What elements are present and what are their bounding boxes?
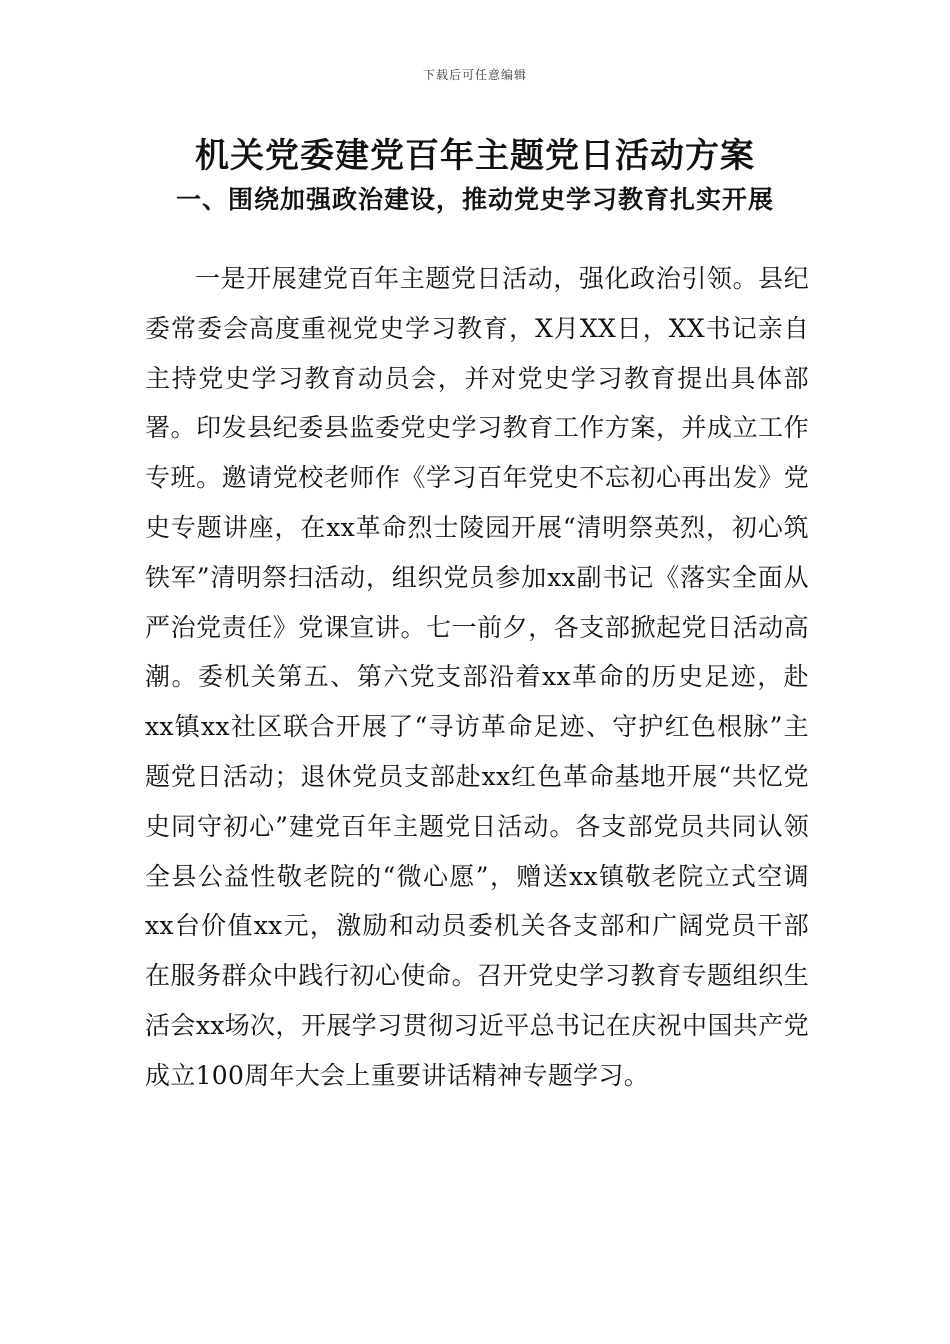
section-heading: 一、围绕加强政治建设，推动党史学习教育扎实开展 — [175, 185, 774, 214]
document-title: 机关党委建党百年主题党日活动方案 — [195, 136, 755, 176]
header-note: 下载后可任意编辑 — [422, 68, 527, 82]
body-paragraph: 一是开展建党百年主题党日活动，强化政治引领。县纪委常委会高度重视党史学习教育，X月XX日，XX书记亲自主持党史学习教育动员会，并对党史学习教育提出具体部署。印发县纪委县监委党史学习教育工作方案，并成立工作专班。邀请党校老师作《学习百年党史不忘初心再出发》党史专题讲座，在xx革命烈士陵园开展“清明祭英烈，初心筑铁军”清明祭扫活动，组织党员参加xx副书记《落实全面从严治党责任》党课宣讲。七一前夕，各支部掀起党日活动高潮。委机关第五、第六党支部沿着xx革命的历史足迹，赴xx镇xx社区联合开展了“寻访革命足迹、守护红色根脉”主题党日活动；退休党员支部赴xx红色革命基地开展“共忆党史同守初心”建党百年主题党日活动。各支部党员共同认领全县公益性敬老院的“微心愿”，赠送xx镇敬老院立式空调xx台价值xx元，激励和动员委机关各支部和广阔党员干部在服务群众中践行初心使命。召开党史学习教育专题组织生活会xx场次，开展学习贯彻习近平总书记在庆祝中国共产党成立100周年大会上重要讲话精神专题学习。 — [145, 264, 809, 1090]
